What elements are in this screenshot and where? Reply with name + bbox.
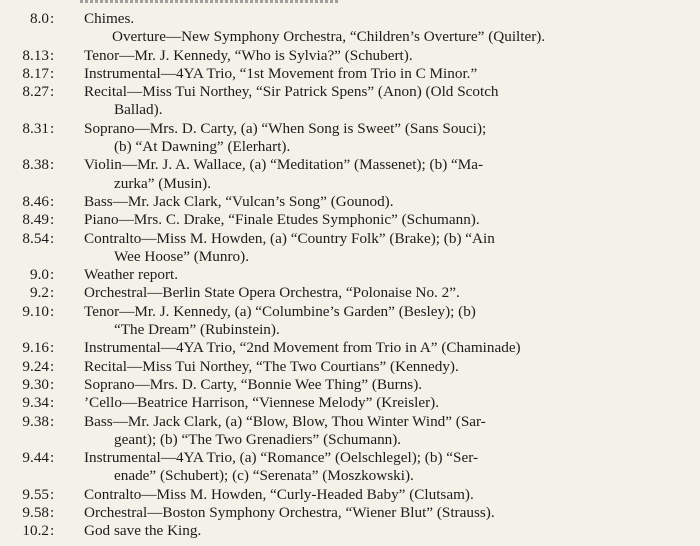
entry-text: ’Cello—Beatrice Harrison, “Viennese Melody” (Kreisler).: [84, 394, 440, 412]
program-listing: [0, 10, 700, 541]
program-entry: [0, 230, 700, 267]
entry-separator: :: [50, 522, 55, 540]
program-entry: [0, 376, 700, 394]
program-entry: [0, 358, 700, 376]
entry-text-continuation: “The Dream” (Rubinstein).: [114, 321, 280, 339]
entry-text: Bass—Mr. Jack Clark, (a) “Blow, Blow, Thou Winter Wind” (Sar-: [84, 412, 486, 430]
program-entry: [0, 339, 700, 357]
entry-time: 10.2: [22, 522, 49, 540]
entry-text: Contralto—Miss M. Howden, (a) “Country Folk” (Brake); (b) “Ain: [84, 229, 495, 247]
entry-text: Violin—Mr. J. A. Wallace, (a) “Meditation” (Massenet); (b) “Ma-: [84, 156, 484, 174]
program-entry: [0, 10, 700, 28]
program-entry: [0, 83, 700, 120]
entry-text-continuation: geant); (b) “The Two Grenadiers” (Schumann).: [114, 430, 402, 448]
entry-text: Orchestral—Berlin State Opera Orchestra, “Polonaise No. 2”.: [84, 284, 460, 302]
entry-time: 8.31: [22, 119, 49, 137]
entry-separator: :: [50, 302, 55, 320]
entry-text: Chimes.: [84, 10, 135, 27]
entry-time: 8.0: [30, 10, 49, 27]
entry-text: Piano—Mrs. C. Drake, “Finale Etudes Symphonic” (Schumann).: [84, 211, 480, 229]
entry-text: Instrumental—4YA Trio, (a) “Romance” (Oelschlegel); (b) “Ser-: [84, 449, 479, 467]
program-entry: [0, 522, 700, 540]
program-entry: [0, 211, 700, 229]
entry-separator: :: [50, 229, 55, 247]
entry-separator: :: [50, 266, 55, 284]
entry-text: Soprano—Mrs. D. Carty, (a) “When Song is Sweet” (Sans Souci);: [84, 119, 487, 137]
entry-text-continuation: Wee Hoose” (Munro).: [114, 247, 249, 265]
entry-time: 8.38: [22, 156, 49, 174]
entry-separator: :: [50, 83, 55, 101]
entry-text: Recital—Miss Tui Northey, “The Two Courtians” (Kennedy).: [84, 357, 459, 375]
entry-separator: :: [50, 192, 55, 210]
entry-separator: :: [50, 119, 55, 137]
entry-separator: :: [50, 10, 55, 27]
entry-time: 9.44: [22, 449, 49, 467]
entry-separator: :: [50, 412, 55, 430]
entry-separator: :: [50, 357, 55, 375]
program-entry: [0, 413, 700, 450]
program-entry: [0, 266, 700, 284]
program-entry: [0, 65, 700, 83]
entry-time: 8.17: [22, 64, 49, 82]
entry-separator: :: [50, 64, 55, 82]
entry-time: 8.46: [22, 192, 49, 210]
entry-time: 8.27: [22, 83, 49, 101]
entry-time: 9.16: [22, 339, 49, 357]
entry-text: Bass—Mr. Jack Clark, “Vulcan’s Song” (Gounod).: [84, 192, 394, 210]
entry-time: 9.38: [22, 412, 49, 430]
entry-text: Tenor—Mr. J. Kennedy, (a) “Columbine’s Garden” (Besley); (b): [84, 302, 476, 320]
program-entry: [0, 156, 700, 193]
program-entry: [0, 284, 700, 302]
entry-separator: :: [50, 504, 55, 522]
top-divider: [80, 0, 340, 3]
entry-time: 8.49: [22, 211, 49, 229]
entry-text: Recital—Miss Tui Northey, “Sir Patrick Spens” (Anon) (Old Scotch: [84, 83, 499, 101]
program-entry: [0, 394, 700, 412]
entry-separator: :: [50, 485, 55, 503]
entry-text: God save the King.: [84, 522, 202, 540]
entry-separator: :: [50, 156, 55, 174]
program-entry: [0, 303, 700, 340]
entry-text-continuation: Ballad).: [114, 101, 163, 119]
entry-text: Orchestral—Boston Symphony Orchestra, “Wiener Blut” (Strauss).: [84, 504, 495, 522]
entry-text: Contralto—Miss M. Howden, “Curly-Headed Baby” (Clutsam).: [84, 485, 474, 503]
program-entry: [0, 449, 700, 486]
program-entry: [0, 504, 700, 522]
program-entry: [0, 193, 700, 211]
entry-text: Overture—New Symphony Orchestra, “Children’s Overture” (Quilter).: [112, 28, 546, 46]
entry-separator: :: [50, 211, 55, 229]
program-entry: [0, 28, 700, 46]
entry-time: 9.0: [30, 266, 49, 284]
entry-time: 8.13: [22, 46, 49, 64]
entry-text-continuation: (b) “At Dawning” (Elerhart).: [114, 138, 291, 156]
entry-separator: :: [50, 375, 55, 393]
entry-text: Soprano—Mrs. D. Carty, “Bonnie Wee Thing” (Burns).: [84, 375, 423, 393]
entry-text-continuation: enade” (Schubert); (c) “Serenata” (Moszkowski).: [114, 467, 414, 485]
entry-text-continuation: zurka” (Musin).: [114, 174, 211, 192]
entry-time: 9.2: [30, 284, 49, 302]
entry-time: 9.24: [22, 357, 49, 375]
entry-separator: :: [50, 339, 55, 357]
entry-text: Instrumental—4YA Trio, “2nd Movement from Trio in A” (Chaminade): [84, 339, 521, 357]
entry-separator: :: [50, 449, 55, 467]
entry-text: Tenor—Mr. J. Kennedy, “Who is Sylvia?” (Schubert).: [84, 46, 413, 64]
entry-text: Instrumental—4YA Trio, “1st Movement from Trio in C Minor.”: [84, 64, 478, 82]
entry-text: Weather report.: [84, 266, 179, 284]
entry-time: 8.54: [22, 229, 49, 247]
program-entry: [0, 120, 700, 157]
program-entry: [0, 486, 700, 504]
entry-time: 9.55: [22, 485, 49, 503]
entry-separator: :: [50, 284, 55, 302]
entry-separator: :: [50, 46, 55, 64]
entry-time: 9.10: [22, 302, 49, 320]
entry-time: 9.58: [22, 504, 49, 522]
entry-time: 9.30: [22, 375, 49, 393]
program-entry: [0, 47, 700, 65]
entry-separator: :: [50, 394, 55, 412]
entry-time: 9.34: [22, 394, 49, 412]
